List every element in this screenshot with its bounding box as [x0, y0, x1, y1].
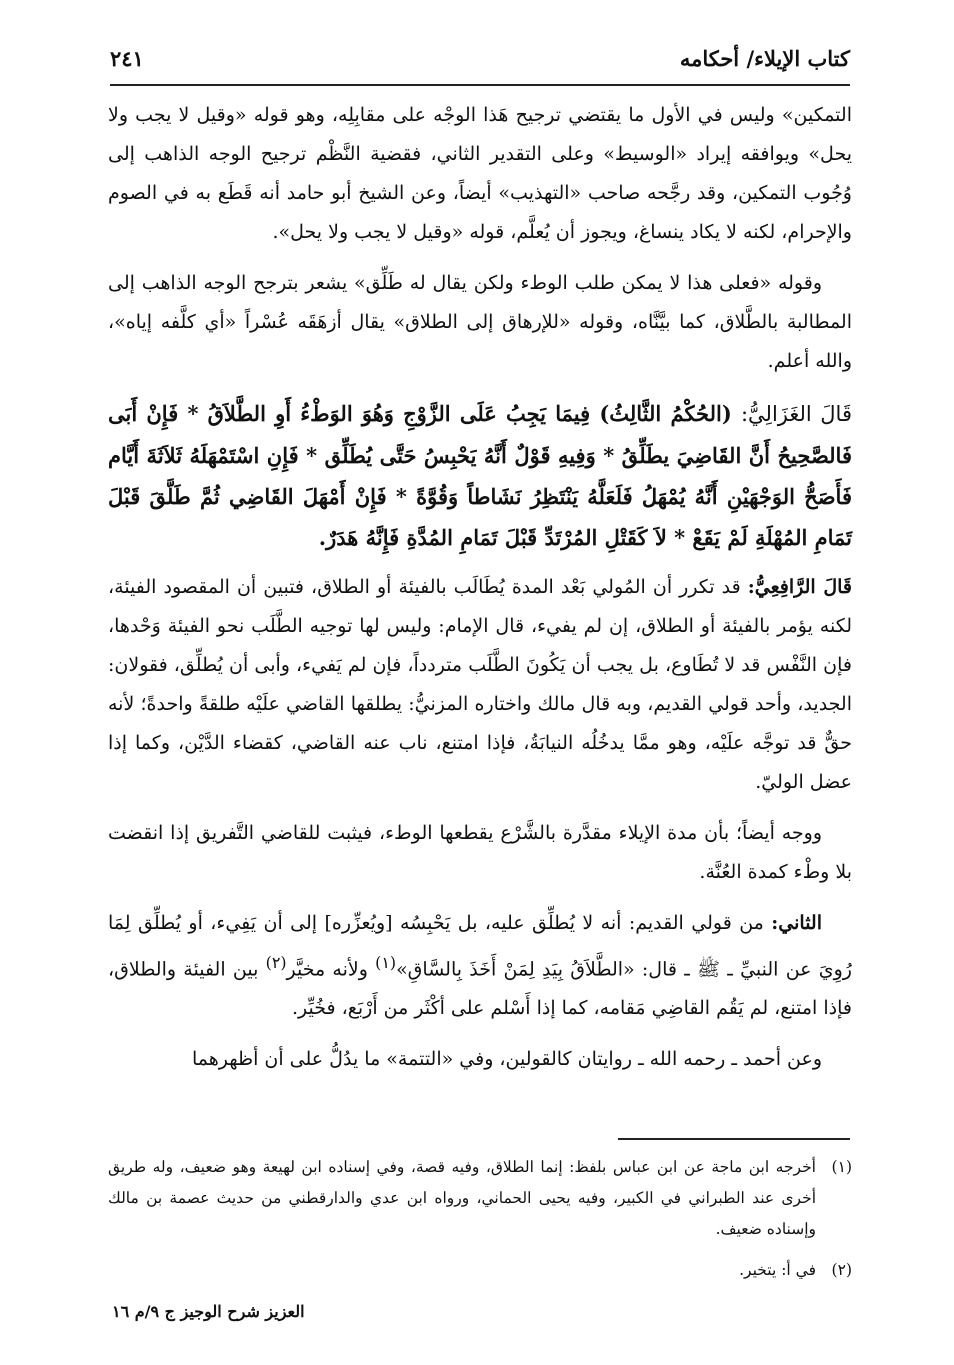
paragraph-2-text: وقوله «فعلى هذا لا يمكن طلب الوطء ولكن يقال له طَلِّق» يشعر بترجح الوجه الذاهب إلى المطالبة بالطَّلاق، كما بيَّنَّاه، وقوله «للإرهاق إلى الطلاق» يقال أزهَقَه عُسْراً «أي كلَّفه إياه»، والله أعلم.: [108, 272, 852, 372]
footnote-2-text: في أ: يتخير.: [739, 1261, 816, 1279]
footnote-2: [108, 1255, 852, 1286]
footnote-2-number: (٢): [831, 1261, 852, 1279]
paragraph-3-text: قد تكرر أن المُولي بَعْد المدة يُطَالَب بالفيئة أو الطلاق، فتبين أن المقصود الفيئة، لكنه يؤمر بالفيئة أو الطلاق، إن لم يفيء، قال الإمام: وليس لها توجيه الطَّلَب نحو الفيئة وَحْدها، فإن النَّفْس قد لا تُطَاوع، بل يجب أن يَكُونَ الطَّلَب متردداً، فإن لم يَفيء، وأبى أن يُطلِّق، فقولان: الجديد، وأحد قولي القديم، وبه قال مالك واختاره المزنيُّ: يطلقها القاضي علَيْه طلقةً واحدةً؛ لأنه حقٌّ قد توجَّه علَيْه، وهو ممَّا يدخُلُه النيابَةُ، فإذا امتنع، ناب عنه القاضي، كقضاء الدَّيْن، وكما إذا عضل الوليّ.: [108, 576, 852, 793]
paragraph-2: [108, 264, 852, 381]
paragraph-5-lead: الثاني:: [771, 912, 822, 934]
main-text: [108, 96, 852, 1091]
footnotes: [108, 1152, 852, 1296]
paragraph-4: [108, 814, 852, 892]
matn-speaker: قَالَ الغَزَالِيُّ:: [740, 402, 852, 426]
paragraph-6: [108, 1040, 852, 1079]
paragraph-5-text-a: من قولي القديم: أنه لا يُطلِّق عليه، بل يَحْبِسُه [ويُعزِّره] إلى أن يَفِيء، أو يُطلِّق لِمَا رُوِيَ عن النبيِّ ـ ﷺ ـ قال: «الطَّلاَقُ بِيَدِ لِمَنْ أَخَذَ بِالسَّاقِ»: [108, 912, 852, 981]
footnote-1-text: أخرجه ابن ماجة عن ابن عباس بلفظ: إنما الطلاق، وفيه قصة، وفي إسناده ابن لهيعة وهو ضعيف، وله طريق أخرى عند الطبراني في الكبير، وفيه يحيى الحماني، ورواه ابن عدي والدارقطني من حديث عصمة بن مالك وإسناده ضعيف.: [108, 1158, 816, 1238]
matn-text: (الحُكْمُ الثَّالِثُ) فِيمَا يَجِبُ عَلَى الزَّوْجِ وَهُوَ الوَطْءُ أَوِ الطَّلاَقُ * فَإِنْ أَبَى فَالصَّحِيحُ أَنَّ القَاضِيَ يطَلِّقُ * وَفِيهِ قَوْلٌ أَنَّهُ يَحْبِسُ حَتَّى يُطَلِّق * فَإِنِ اسْتَمْهَلَهُ ثَلاَثَةَ أَيَّام فَأَصَحُّ الوَجْهَيْنِ أَنَّهُ يُمْهَلُ فَلَعَلَّهُ يَنْتَظِرُ نَشَاطاً وَقُوَّةً * فَإِنْ أَمْهَلَ القَاضِي ثُمَّ طَلَّقَ قَبْلَ تَمَامِ المُهْلَةِ لَمْ يَقَعْ * لاَ كَقَتْلِ المُرْتَدِّ قَبْلَ تَمَامِ المُدَّةِ فَإِنَّهُ هَدَرٌ.: [108, 401, 852, 550]
volume-signature: العزيز شرح الوجيز ج ٩/م ١٦: [112, 1302, 305, 1321]
paragraph-3-lead: قَالَ الرَّافِعِيُّ:: [747, 576, 852, 598]
paragraph-5-text-b: ولأنه مخيَّر: [286, 958, 376, 981]
footnote-1: [108, 1152, 852, 1245]
footnote-1-number: (١): [831, 1158, 852, 1176]
paragraph-5-text-c: بين الفيئة والطلاق، فإذا امتنع، لم يَقُم القاضِي مَقامه، كما إذا أَسْلم على أكْثَر من أَرْبَع، فخُيِّر.: [108, 958, 852, 1020]
paragraph-1: التمكين» وليس في الأول ما يقتضي ترجيح هَذا الوجْه على مقابِلِه، وهو قوله «وقيل لا يجب ولا يحل» ويوافقه إيراد «الوسيط» وعلى التقدير الثاني، فقضية النَّظْم ترجيح الوجه الذاهب إلى وُجُوب التمكين، وقد رجَّحه صاحب «التهذيب» أيضاً، وعن الشيخ أبو حامد أنه قَطَع به في الصوم والإحرام، لكنه لا يكاد ينساغ، ويجوز أن يُعلَّم، قوله «وقيل لا يجب ولا يحل».: [108, 104, 852, 243]
footnote-ref-2[interactable]: (٢): [265, 953, 287, 972]
footnote-ref-1[interactable]: (١): [375, 953, 397, 972]
page-number: ٢٤١: [110, 46, 144, 71]
header-title: كتاب الإيلاء/ أحكامه: [679, 46, 850, 71]
matn-paragraph: [108, 393, 852, 558]
footnote-divider: [618, 1138, 850, 1140]
running-header: [110, 44, 850, 86]
paragraph-3: [108, 568, 852, 802]
paragraph-6-text: وعن أحمد ـ رحمه الله ـ روايتان كالقولين، وفي «التتمة» ما يدُلُّ على أن أظهرهما: [191, 1048, 822, 1071]
paragraph-5: [108, 904, 852, 1028]
paragraph-4-text: ووجه أيضاً؛ بأن مدة الإيلاء مقدَّرة بالشَّرْع يقطعها الوطء، فيثبت للقاضي التَّفريق إذا انقضت بلا وطْء كمدة العُنَّة.: [108, 822, 852, 883]
